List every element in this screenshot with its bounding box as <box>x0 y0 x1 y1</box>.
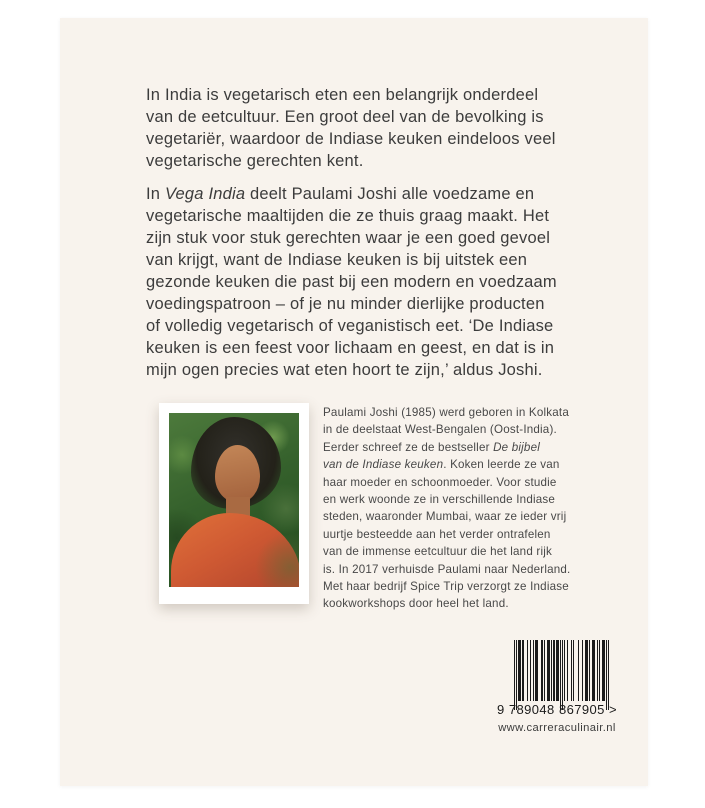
text-line: In India is vegetarisch eten een belangrijk onderdeel <box>146 86 539 104</box>
description-paragraph <box>146 183 557 381</box>
author-photo <box>169 413 299 587</box>
text-line: in de deelstaat West-Bengalen (Oost-India). <box>323 423 557 437</box>
text-line: In Vega India deelt Paulami Joshi alle voedzame en <box>146 185 535 203</box>
book-back-cover <box>60 18 648 786</box>
author-bio <box>323 404 570 613</box>
text-line: of volledig vegetarisch of veganistisch eet. ‘De Indiase <box>146 317 554 335</box>
text-line: van krijgt, want de Indiase keuken is bij uitstek een <box>146 251 528 269</box>
text-line: Eerder schreef ze de bestseller De bijbel <box>323 440 541 454</box>
text-line: van de Indiase keuken. Koken leerde ze van <box>323 458 560 472</box>
photo-foliage-overlay <box>255 531 299 587</box>
intro-paragraph <box>146 84 556 172</box>
text-line: vegetarische maaltijden die ze thuis graag maakt. Het <box>146 207 550 225</box>
isbn-end-mark: > <box>609 702 617 717</box>
text-line: voedingspatroon – of je nu minder dierlijke producten <box>146 295 545 313</box>
text-line: keuken is een feest voor lichaam en geest, en dat is in <box>146 339 555 357</box>
text-line: mijn ogen precies wat eten hoort te zijn,’ aldus Joshi. <box>146 361 543 379</box>
isbn-first-digit: 9 <box>497 702 505 717</box>
text-line: Paulami Joshi (1985) werd geboren in Kolkata <box>323 406 569 419</box>
text-line: uurtje besteedde aan het verder ontrafelen <box>323 527 551 541</box>
author-photo-frame <box>159 403 309 604</box>
publisher-website: www.carreraculinair.nl <box>498 722 616 734</box>
photo-face-shape <box>215 445 260 503</box>
text-line: en werk woonde ze in verschillende Indiase <box>323 493 556 507</box>
text-line: kookworkshops door heel het land. <box>323 597 509 611</box>
text-line: haar moeder en schoonmoeder. Voor studie <box>323 475 557 489</box>
isbn-digits <box>497 702 617 717</box>
text-line: van de immense eetcultuur die het land rijk <box>323 545 552 559</box>
text-line: vegetarische gerechten kent. <box>146 152 364 170</box>
text-line: Met haar bedrijf Spice Trip verzorgt ze Indiase <box>323 580 569 594</box>
text-line: is. In 2017 verhuisde Paulami naar Nederland. <box>323 562 571 576</box>
isbn-left-group: 789048 <box>508 702 555 717</box>
isbn-right-group: 867905 <box>558 702 605 717</box>
text-line: steden, waaronder Mumbai, waar ze ieder vrij <box>323 510 567 524</box>
text-line: zijn stuk voor stuk gerechten waar je een goed gevoel <box>146 229 551 247</box>
text-line: vegetariër, waardoor de Indiase keuken eindeloos veel <box>146 130 556 148</box>
text-line: van de eetcultuur. Een groot deel van de bevolking is <box>146 108 544 126</box>
text-line: gezonde keuken die past bij een modern en voedzaam <box>146 273 557 291</box>
barcode-block <box>497 640 617 740</box>
ean13-barcode-icon <box>514 640 609 710</box>
